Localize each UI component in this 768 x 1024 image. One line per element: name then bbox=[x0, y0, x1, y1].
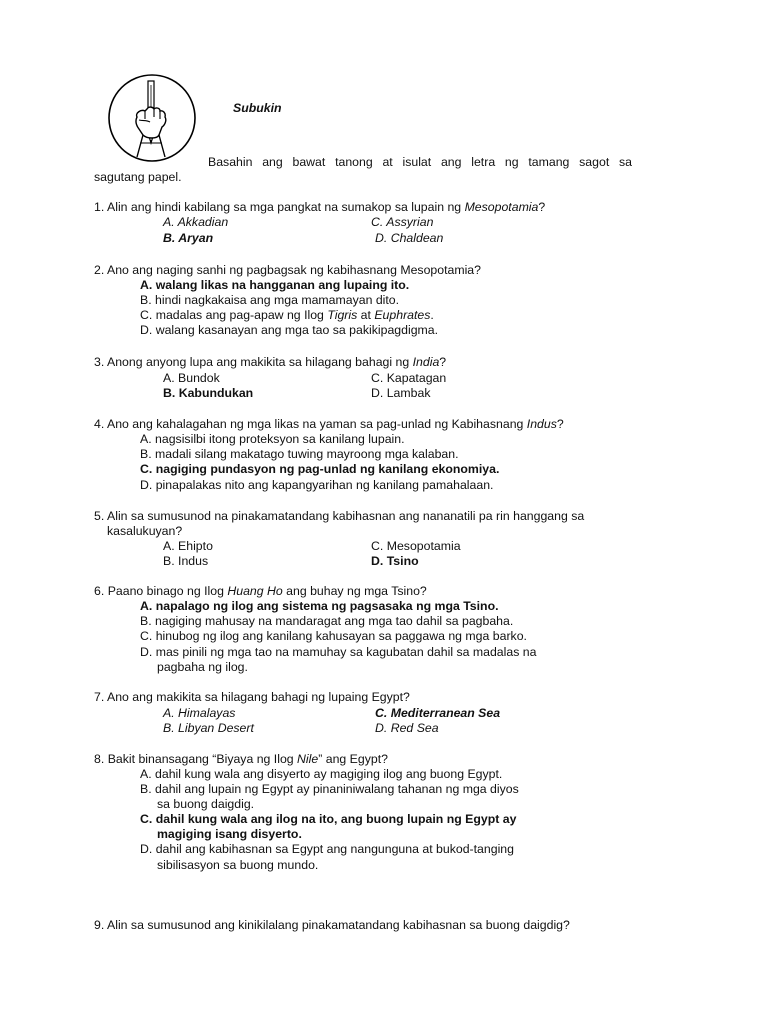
page-title: Subukin bbox=[233, 101, 282, 115]
choice-3d: D. Lambak bbox=[371, 386, 431, 400]
choice-5d: D. Tsino bbox=[371, 554, 419, 568]
choice-2b: B. hindi nagkakaisa ang mga mamamayan dito. bbox=[140, 293, 400, 307]
choice-6d-cont: pagbaha ng ilog. bbox=[157, 660, 248, 674]
choice-5c: C. Mesopotamia bbox=[371, 539, 461, 553]
question-5-cont: kasalukuyan? bbox=[107, 524, 183, 538]
choice-8c: C. dahil kung wala ang ilog na ito, ang buong lupain ng Egypt ay bbox=[140, 812, 517, 826]
choice-4d: D. pinapalakas nito ang kapangyarihan ng kanilang pamahalaan. bbox=[140, 478, 494, 492]
choice-1d: D. Chaldean bbox=[375, 231, 444, 245]
choice-8b: B. dahil ang lupain ng Egypt ay pinaniniwalang tahanan ng mga diyos bbox=[140, 782, 519, 796]
choice-3b: B. Kabundukan bbox=[163, 386, 254, 400]
choice-3a: A. Bundok bbox=[163, 371, 220, 385]
instruction-line-1: Basahin ang bawat tanong at isulat ang letra ng tamang sagot sa bbox=[208, 155, 632, 169]
choice-1c: C. Assyrian bbox=[371, 215, 434, 229]
choice-4c: C. nagiging pundasyon ng pag-unlad ng kanilang ekonomiya. bbox=[140, 462, 500, 476]
question-3: 3. Anong anyong lupa ang makikita sa hilagang bahagi ng India? bbox=[94, 355, 447, 369]
choice-1a: A. Akkadian bbox=[163, 215, 229, 229]
question-6: 6. Paano binago ng Ilog Huang Ho ang buhay ng mga Tsino? bbox=[94, 584, 427, 598]
choice-6c: C. hinubog ng ilog ang kanilang kahusayan sa paggawa ng mga barko. bbox=[140, 629, 527, 643]
choice-8d: D. dahil ang kabihasnan sa Egypt ang nangunguna at bukod-tanging bbox=[140, 842, 514, 856]
choice-6a: A. napalago ng ilog ang sistema ng pagsasaka ng mga Tsino. bbox=[140, 599, 499, 613]
choice-6d: D. mas pinili ng mga tao na mamuhay sa kagubatan dahil sa madalas na bbox=[140, 645, 537, 659]
choice-7c: C. Mediterranean Sea bbox=[375, 706, 501, 720]
choice-3c: C. Kapatagan bbox=[371, 371, 447, 385]
choice-2c: C. madalas ang pag-apaw ng Ilog Tigris at Euphrates. bbox=[140, 308, 434, 322]
question-4: 4. Ano ang kahalagahan ng mga likas na yaman sa pag-unlad ng Kabihasnang Indus? bbox=[94, 417, 564, 431]
choice-7a: A. Himalayas bbox=[163, 706, 236, 720]
choice-4b: B. madali silang makatago tuwing mayroong mga kalaban. bbox=[140, 447, 459, 461]
choice-8c-cont: magiging isang disyerto. bbox=[157, 827, 302, 841]
choice-5a: A. Ehipto bbox=[163, 539, 213, 553]
choice-8b-cont: sa buong daigdig. bbox=[157, 797, 255, 811]
hand-holding-pencil-icon bbox=[107, 73, 197, 163]
choice-8a: A. dahil kung wala ang disyerto ay magiging ilog ang buong Egypt. bbox=[140, 767, 503, 781]
question-7: 7. Ano ang makikita sa hilagang bahagi ng lupaing Egypt? bbox=[94, 690, 410, 704]
choice-8d-cont: sibilisasyon sa buong mundo. bbox=[157, 858, 319, 872]
question-1: 1. Alin ang hindi kabilang sa mga pangkat na sumakop sa lupain ng Mesopotamia? bbox=[94, 200, 546, 214]
question-9: 9. Alin sa sumusunod ang kinikilalang pinakamatandang kabihasnan sa buong daigdig? bbox=[94, 918, 570, 932]
choice-1b: B. Aryan bbox=[163, 231, 214, 245]
question-5: 5. Alin sa sumusunod na pinakamatandang kabihasnan ang nananatili pa rin hanggang sa bbox=[94, 509, 585, 523]
question-8: 8. Bakit binansagang “Biyaya ng Ilog Nile” ang Egypt? bbox=[94, 752, 388, 766]
choice-6b: B. nagiging mahusay na mandaragat ang mga tao dahil sa pagbaha. bbox=[140, 614, 514, 628]
choice-2d: D. walang kasanayan ang mga tao sa pakikipagdigma. bbox=[140, 323, 439, 337]
instruction-line-2: sagutang papel. bbox=[94, 170, 182, 184]
question-2: 2. Ano ang naging sanhi ng pagbagsak ng kabihasnang Mesopotamia? bbox=[94, 263, 481, 277]
choice-4a: A. nagsisilbi itong proteksyon sa kanilang lupain. bbox=[140, 432, 405, 446]
choice-5b: B. Indus bbox=[163, 554, 209, 568]
choice-7d: D. Red Sea bbox=[375, 721, 439, 735]
choice-7b: B. Libyan Desert bbox=[163, 721, 254, 735]
choice-2a: A. walang likas na hangganan ang lupaing ito. bbox=[140, 278, 410, 292]
